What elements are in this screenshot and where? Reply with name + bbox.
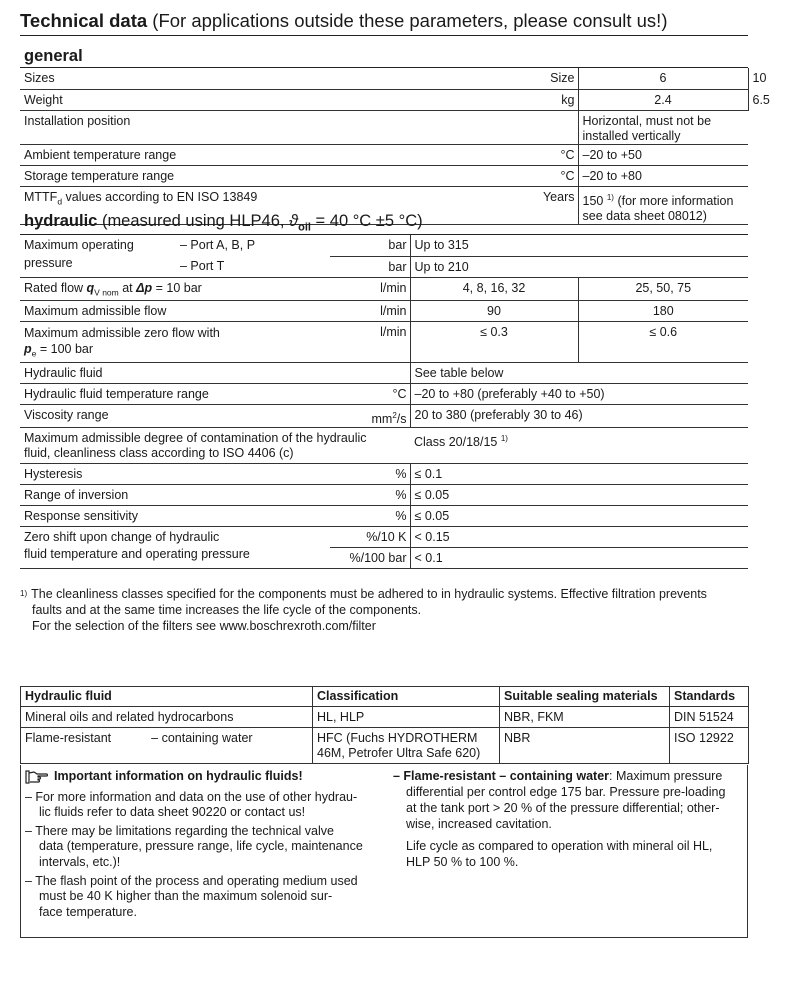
info-right-column — [393, 768, 743, 874]
row-ambient-temp: Ambient temperature range °C –20 to +50 — [20, 144, 748, 165]
hydraulic-table — [20, 235, 748, 569]
row-hydraulic-fluid: Hydraulic fluid See table below — [20, 362, 748, 383]
row-max-flow: Maximum admissible flow l/min 90 180 — [20, 301, 748, 322]
row-inversion: Range of inversion % ≤ 0.05 — [20, 484, 748, 505]
info-left-column — [25, 769, 385, 923]
row-max-pressure-abp: Maximum operating – Port A, B, P bar Up to 315 — [20, 235, 748, 256]
info-life-cycle-note: Life cycle as compared to operation with mineral oil HL, HLP 50 % to 100 %. — [406, 839, 713, 869]
general-table — [20, 68, 770, 225]
row-response: Response sensitivity % ≤ 0.05 — [20, 505, 748, 526]
row-zero-shift-temp: Zero shift upon change of hydraulic %/10 K < 0.15 — [20, 526, 748, 547]
row-zero-shift-pressure: fluid temperature and operating pressure %/100 bar < 0.1 — [20, 547, 748, 568]
row-mttf: $MTTF_d$ values according to EN ISO 13849 Years 150 $^{1)}$ (for more information see data sheet 08012) — [20, 186, 748, 224]
important-info-box — [20, 765, 748, 938]
info-flame-resistant-note: – Flame-resistant – containing water: Maximum pressure differential per control edge 175 bar. Pressure pre-loading at the tank port > 20 % of the pressure differential; other- wise, increased cavitation. — [393, 769, 726, 831]
row-weight: Weight kg 2.4 6.5 — [20, 89, 748, 110]
general-heading: general — [24, 47, 83, 65]
row-viscosity: Viscosity range $mm^2/s$ 20 to 380 (preferably 30 to 46) — [20, 404, 748, 427]
hydraulic-heading: hydraulic (measured using HLP46, $ϑ_{oil} = 40$ °C ±5 °C) — [24, 212, 423, 234]
row-rated-flow: Rated flow $q_{V nom}$ at Δp = 10 bar l/min 4, 8, 16, 32 25, 50, 75 — [20, 277, 748, 301]
hydraulic-fluid-table — [20, 686, 749, 764]
fluid-table-header: Hydraulic fluid Classification Suitable sealing materials Standards — [21, 687, 749, 707]
fluid-table-row: Flame-resistant – containing water HFC (Fuchs HYDROTHERM 46M, Petrofer Ultra Safe 620) NBR ISO 12922 — [21, 728, 749, 764]
row-fluid-temp: Hydraulic fluid temperature range °C –20 to +80 (preferably +40 to +50) — [20, 383, 748, 404]
title-divider — [20, 35, 748, 36]
info-bullet: – There may be limitations regarding the technical valve data (temperature, pressure range, life cycle, maintenance intervals, etc.)! — [25, 823, 363, 869]
row-installation: Installation position Horizontal, must not be installed vertically — [20, 110, 748, 144]
row-hysteresis: Hysteresis % ≤ 0.1 — [20, 463, 748, 484]
info-title: Important information on hydraulic fluids! — [25, 769, 385, 785]
footnote: $^{1)}$ The cleanliness classes specified for the components must be adhered to in hydraulic systems. Effective filtration prevents faults and at the same time increases the life cycle of the components. For the selection of the filters see www.boschrexroth.com/filter — [20, 587, 707, 633]
row-storage-temp: Storage temperature range °C –20 to +80 — [20, 165, 748, 186]
row-contamination: Maximum admissible degree of contamination of the hydraulic fluid, cleanliness class according to ISO 4406 (c) Class 20/18/15 $^{1)}$ — [20, 427, 748, 463]
info-bullet: – For more information and data on the use of other hydrau- lic fluids refer to data sheet 90220 or contact us! — [25, 789, 358, 820]
page-title: Technical data (For applications outside these parameters, please consult us!) — [20, 10, 668, 31]
pointing-hand-icon — [25, 770, 49, 784]
row-zero-flow: Maximum admissible zero flow with $p_e = 100$ bar l/min ≤ 0.3 ≤ 0.6 — [20, 322, 748, 363]
fluid-table-row: Mineral oils and related hydrocarbons HL, HLP NBR, FKM DIN 51524 — [21, 707, 749, 728]
info-bullet: – The flash point of the process and operating medium used must be 40 K higher than the maximum solenoid sur- face temperature. — [25, 873, 358, 919]
row-sizes: Sizes Size 6 10 — [20, 68, 748, 89]
row-max-pressure-t: pressure – Port T bar Up to 210 — [20, 256, 748, 277]
